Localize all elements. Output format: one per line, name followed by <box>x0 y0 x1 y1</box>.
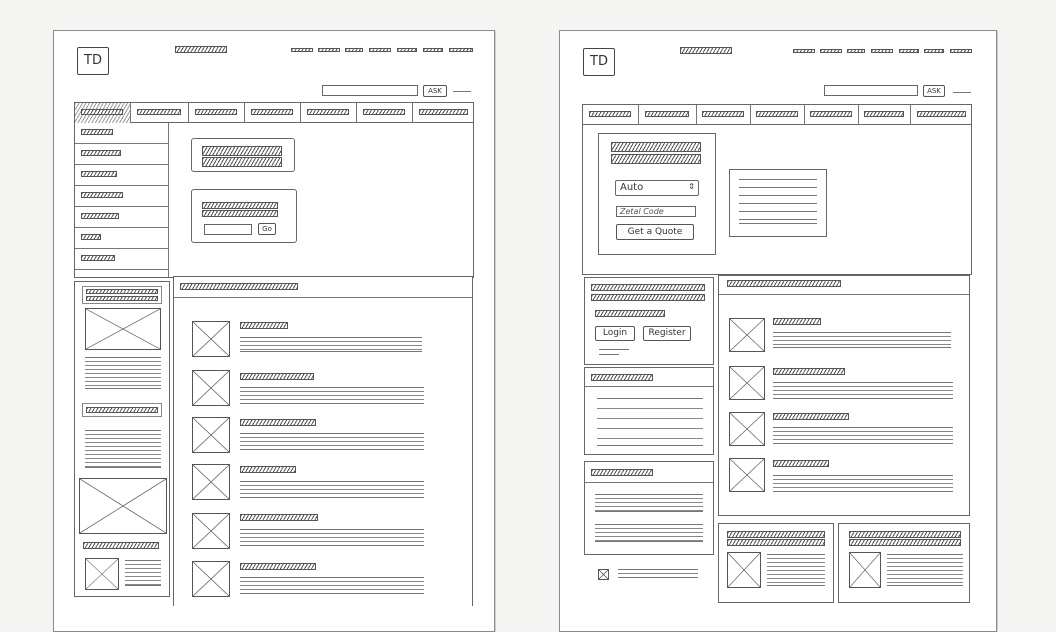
feature-box <box>838 523 970 603</box>
feature-thumb-placeholder <box>849 552 881 588</box>
feature-box-heading <box>849 531 961 538</box>
nav-tab[interactable] <box>245 103 301 123</box>
article-excerpt <box>240 529 424 546</box>
register-button[interactable]: Register <box>643 326 691 341</box>
logo-box[interactable]: TD <box>583 48 615 76</box>
utility-link[interactable] <box>924 49 944 53</box>
article-title <box>240 419 316 426</box>
side-menu-label <box>81 150 121 156</box>
site-title-placeholder <box>175 46 227 53</box>
article-thumb-placeholder <box>192 417 230 453</box>
utility-link[interactable] <box>950 49 972 53</box>
feature-box-heading <box>727 531 825 538</box>
nav-tab[interactable] <box>639 105 697 125</box>
ask-link-placeholder[interactable] <box>953 92 971 93</box>
article-excerpt <box>773 427 953 444</box>
sidebar-text-placeholder <box>125 560 161 586</box>
sidebar-widget-title <box>82 286 162 304</box>
nav-tab-label <box>363 109 406 115</box>
feature-box-heading <box>727 539 825 546</box>
ask-button[interactable]: ASK <box>923 85 945 97</box>
quote-form-heading <box>611 142 701 152</box>
heading-divider <box>719 294 969 295</box>
quote-form <box>598 133 716 255</box>
nav-tab-label <box>702 111 743 117</box>
utility-link[interactable] <box>793 49 815 53</box>
feature-text-placeholder <box>887 554 963 586</box>
sidebar-widget-heading <box>86 296 158 301</box>
side-menu-item[interactable] <box>75 186 168 207</box>
top-panel <box>582 125 972 275</box>
utility-link[interactable] <box>899 49 919 53</box>
hero-headline <box>202 146 282 156</box>
nav-tab[interactable] <box>413 103 475 123</box>
article-list-panel <box>718 275 970 516</box>
side-menu-item[interactable] <box>75 123 168 144</box>
nav-tab[interactable] <box>805 105 859 125</box>
nav-tab-label <box>137 109 181 115</box>
side-menu-item[interactable] <box>75 228 168 249</box>
article-title <box>240 322 288 329</box>
article-title <box>773 318 821 325</box>
article-thumb-placeholder <box>192 561 230 597</box>
site-title-placeholder <box>680 47 732 54</box>
quote-form-heading <box>611 154 701 164</box>
utility-link[interactable] <box>871 49 893 53</box>
article-excerpt <box>240 337 422 352</box>
sidebar-widget-heading <box>83 542 159 549</box>
nav-tab-label <box>419 109 467 115</box>
utility-link[interactable] <box>318 48 340 52</box>
nav-tab[interactable] <box>751 105 805 125</box>
nav-tab-label <box>864 111 904 117</box>
nav-tab-label <box>810 111 851 117</box>
wireframe-sheet-left <box>53 30 495 632</box>
article-excerpt <box>773 475 953 492</box>
ask-link-placeholder[interactable] <box>453 91 471 92</box>
nav-tab-label <box>81 109 124 115</box>
side-menu-label <box>81 171 117 177</box>
article-excerpt <box>773 382 953 399</box>
sidebar-widget-heading <box>86 407 158 413</box>
sidebar-text-placeholder <box>85 430 161 468</box>
article-excerpt <box>240 577 424 594</box>
wireframe-sheet-right <box>559 30 997 632</box>
side-menu-item[interactable] <box>75 144 168 165</box>
ask-button[interactable]: ASK <box>423 85 447 97</box>
sidebar-text-placeholder <box>595 494 703 512</box>
side-menu-label <box>81 213 119 219</box>
nav-tab-label <box>917 111 965 117</box>
hero-form-input[interactable] <box>204 224 252 235</box>
article-title <box>240 373 314 380</box>
feature-text-placeholder <box>767 554 825 586</box>
article-thumb-placeholder <box>729 458 765 492</box>
feature-box <box>718 523 834 603</box>
nav-tab-label <box>195 109 238 115</box>
widget-divider <box>585 482 713 483</box>
account-widget <box>584 277 714 365</box>
utility-link[interactable] <box>397 48 417 52</box>
promo-text-placeholder <box>739 179 817 224</box>
sidebar-thumb-placeholder <box>85 558 119 590</box>
get-quote-button[interactable]: Get a Quote <box>616 224 694 240</box>
nav-tab-label <box>589 111 632 117</box>
vehicle-select-value: Auto <box>620 182 644 193</box>
main-nav <box>74 102 474 123</box>
account-widget-heading <box>591 294 705 301</box>
nav-tab[interactable] <box>583 105 639 125</box>
hero-headline-box <box>191 138 295 172</box>
nav-tab[interactable] <box>131 103 189 123</box>
nav-tab-label <box>756 111 797 117</box>
sidebar-widget <box>584 367 714 455</box>
side-menu-label <box>81 255 115 261</box>
sidebar-ad-placeholder <box>79 478 167 534</box>
side-menu-item[interactable] <box>75 207 168 228</box>
article-title <box>773 368 845 375</box>
nav-tab-label <box>307 109 350 115</box>
feature-thumb-placeholder <box>727 552 761 588</box>
go-button[interactable]: Go <box>258 223 276 235</box>
sidebar-text-placeholder <box>85 357 161 389</box>
hero-form-label <box>202 210 278 217</box>
widget-divider <box>585 386 713 387</box>
utility-link[interactable] <box>291 48 313 52</box>
top-panel <box>74 123 474 278</box>
article-title <box>773 460 829 467</box>
sidebar-widget-heading <box>591 374 653 381</box>
utility-link[interactable] <box>449 48 473 52</box>
sidebar-image-placeholder <box>85 308 161 350</box>
article-excerpt <box>240 387 424 404</box>
checkbox[interactable] <box>598 569 609 580</box>
zip-code-input[interactable] <box>616 206 696 217</box>
side-menu-item[interactable] <box>75 249 168 270</box>
article-thumb-placeholder <box>729 318 765 352</box>
side-menu-item[interactable] <box>75 165 168 186</box>
checkbox-label-placeholder <box>618 569 698 578</box>
logo-box[interactable]: TD <box>77 47 109 75</box>
article-excerpt <box>240 433 424 450</box>
utility-link[interactable] <box>369 48 391 52</box>
main-nav <box>582 104 972 125</box>
nav-tab-label <box>251 109 294 115</box>
sidebar-widget-heading <box>86 289 158 294</box>
article-thumb-placeholder <box>192 321 230 357</box>
account-link-placeholder[interactable] <box>599 354 619 355</box>
nav-tab[interactable] <box>357 103 413 123</box>
account-widget-heading <box>591 284 705 291</box>
nav-tab-active[interactable] <box>75 103 131 123</box>
login-button[interactable]: Login <box>595 326 635 341</box>
nav-tab[interactable] <box>189 103 245 123</box>
feature-box-heading <box>849 539 961 546</box>
article-list-panel <box>173 276 473 606</box>
utility-link[interactable] <box>847 49 865 53</box>
article-thumb-placeholder <box>729 366 765 400</box>
hero-form-box <box>191 189 297 243</box>
zip-code-placeholder: Zetal Code <box>620 207 664 216</box>
hero-form-label <box>202 202 278 209</box>
sidebar-widget-heading <box>591 469 653 476</box>
article-title <box>240 563 316 570</box>
side-menu-label <box>81 234 101 240</box>
chevron-updown-icon: ⇕ <box>688 182 695 191</box>
nav-tab[interactable] <box>301 103 357 123</box>
ask-input[interactable] <box>824 85 918 96</box>
side-menu-label <box>81 192 123 198</box>
nav-tab-label <box>645 111 689 117</box>
utility-link[interactable] <box>820 49 842 53</box>
nav-tab[interactable] <box>697 105 751 125</box>
article-thumb-placeholder <box>192 464 230 500</box>
hero-headline <box>202 157 282 167</box>
article-thumb-placeholder <box>192 370 230 406</box>
article-excerpt <box>240 481 424 498</box>
article-excerpt <box>773 332 951 348</box>
vehicle-select[interactable] <box>615 180 699 196</box>
left-sidebar <box>74 281 170 597</box>
ask-input[interactable] <box>322 85 418 96</box>
article-list-heading <box>727 280 841 287</box>
sidebar-text-placeholder <box>595 524 703 542</box>
sidebar-widget <box>584 461 714 555</box>
article-title <box>240 514 318 521</box>
utility-link[interactable] <box>423 48 443 52</box>
side-menu <box>75 123 169 277</box>
article-thumb-placeholder <box>729 412 765 446</box>
nav-tab[interactable] <box>859 105 911 125</box>
sidebar-widget-title <box>82 403 162 417</box>
article-list-heading <box>180 283 298 290</box>
article-title <box>773 413 849 420</box>
side-menu-label <box>81 129 113 135</box>
nav-tab[interactable] <box>911 105 973 125</box>
account-link-placeholder[interactable] <box>599 349 629 350</box>
account-widget-text <box>595 310 665 317</box>
article-thumb-placeholder <box>192 513 230 549</box>
sidebar-text-placeholder <box>597 398 703 446</box>
promo-box <box>729 169 827 237</box>
article-title <box>240 466 296 473</box>
utility-link[interactable] <box>345 48 363 52</box>
heading-divider <box>174 297 472 298</box>
